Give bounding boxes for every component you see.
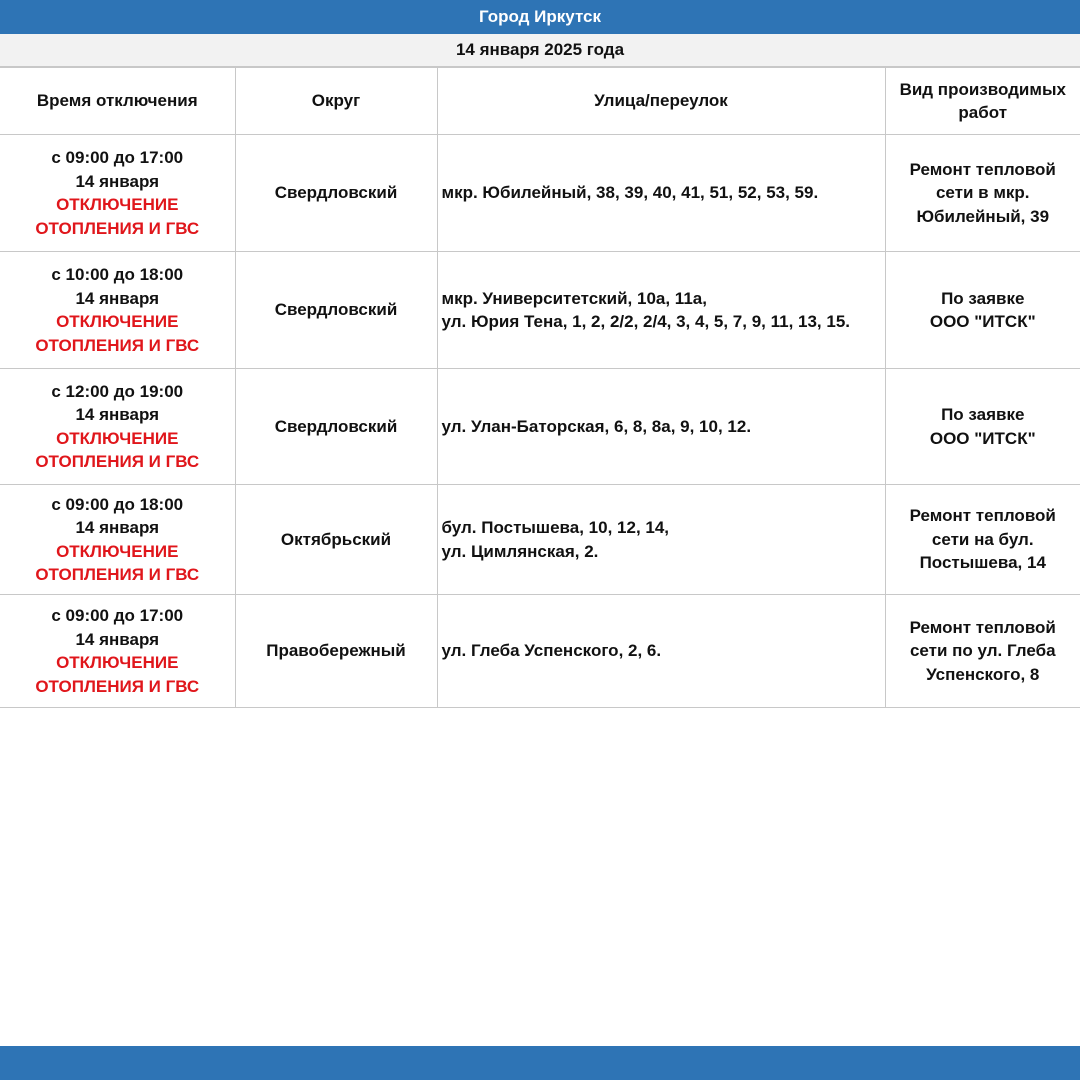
work-line2: сети на бул. [931, 529, 1034, 549]
table-row [0, 135, 1080, 252]
work-line1: По заявке [941, 288, 1025, 308]
work-line1: По заявке [941, 405, 1025, 424]
column-header-work-line2: работ [958, 103, 1008, 122]
column-header-work-line1: Вид производимых [899, 79, 1066, 99]
street-line2: ул. Цимлянская, 2. [441, 541, 599, 561]
street-cell [437, 595, 885, 708]
outage-alert-line2: ОТОПЛЕНИЯ И ГВС [35, 452, 200, 471]
district-cell: Свердловский [235, 369, 437, 485]
street-cell [437, 135, 885, 252]
work-cell [885, 252, 1080, 369]
column-header-time: Время отключения [0, 68, 235, 135]
column-header-district: Округ [235, 68, 437, 135]
outage-alert-line2: ОТОПЛЕНИЯ И ГВС [35, 218, 200, 238]
street-cell [437, 369, 885, 485]
work-line1: Ремонт тепловой [909, 159, 1056, 179]
outage-date: 14 января [75, 405, 160, 424]
street-cell [437, 485, 885, 595]
district-cell: Свердловский [235, 252, 437, 369]
work-line2: ООО "ИТСК" [929, 428, 1036, 448]
table-row [0, 369, 1080, 485]
city-title-text: Город Иркутск [478, 7, 602, 26]
district-cell: Октябрьский [235, 485, 437, 595]
column-header-work [885, 68, 1080, 135]
table-row [0, 485, 1080, 595]
district-cell: Свердловский [235, 135, 437, 252]
work-line2: сети по ул. Глеба [909, 641, 1056, 661]
work-cell [885, 485, 1080, 595]
work-line3: Юбилейный, 39 [916, 206, 1050, 226]
time-cell [0, 252, 235, 369]
outage-alert-line2: ОТОПЛЕНИЯ И ГВС [35, 676, 200, 696]
time-cell [0, 135, 235, 252]
work-line2: ООО "ИТСК" [929, 312, 1036, 331]
time-cell [0, 595, 235, 708]
work-line1: Ремонт тепловой [909, 617, 1056, 637]
outage-alert-line1: ОТКЛЮЧЕНИЕ [56, 541, 179, 561]
outage-alert-line1: ОТКЛЮЧЕНИЕ [56, 312, 179, 331]
table-row [0, 252, 1080, 369]
outage-alert-line1: ОТКЛЮЧЕНИЕ [56, 195, 179, 214]
time-range: с 09:00 до 17:00 [51, 606, 184, 625]
outage-alert-line2: ОТОПЛЕНИЯ И ГВС [35, 565, 200, 584]
schedule-date [0, 34, 1080, 67]
outage-table [0, 67, 1080, 708]
work-cell [885, 595, 1080, 708]
time-range: с 10:00 до 18:00 [51, 265, 184, 284]
time-cell [0, 485, 235, 595]
outage-date: 14 января [75, 171, 160, 191]
street-line1: ул. Улан-Баторская, 6, 8, 8а, 9, 10, 12. [441, 416, 752, 436]
work-line3: Постышева, 14 [919, 553, 1046, 573]
outage-date: 14 января [75, 629, 160, 649]
street-line1: бул. Постышева, 10, 12, 14, [441, 518, 670, 537]
time-range: с 12:00 до 19:00 [51, 381, 184, 401]
work-line1: Ремонт тепловой [909, 506, 1056, 526]
street-cell [437, 252, 885, 369]
outage-alert-line1: ОТКЛЮЧЕНИЕ [56, 653, 179, 672]
column-header-street: Улица/переулок [437, 68, 885, 135]
outage-date: 14 января [75, 288, 160, 308]
outage-alert-line2: ОТОПЛЕНИЯ И ГВС [35, 335, 200, 355]
time-cell [0, 369, 235, 485]
work-line2: сети в мкр. [935, 183, 1030, 203]
footer-bar [0, 1046, 1080, 1080]
street-line1: мкр. Университетский, 10а, 11а, [441, 288, 707, 308]
work-cell [885, 135, 1080, 252]
street-line1: мкр. Юбилейный, 38, 39, 40, 41, 51, 52, 53, 59. [441, 183, 819, 203]
table-row [0, 595, 1080, 708]
schedule-date-text: 14 января 2025 года [455, 40, 625, 59]
street-line1: ул. Глеба Успенского, 2, 6. [441, 641, 662, 661]
table-header-row [0, 68, 1080, 135]
street-line2: ул. Юрия Тена, 1, 2, 2/2, 2/4, 3, 4, 5, 7, 9, 11, 13, 15. [441, 312, 851, 331]
outage-date: 14 января [75, 518, 160, 537]
city-title [0, 0, 1080, 34]
work-cell [885, 369, 1080, 485]
time-range: с 09:00 до 18:00 [51, 494, 184, 514]
work-line3: Успенского, 8 [926, 664, 1040, 684]
outage-alert-line1: ОТКЛЮЧЕНИЕ [56, 428, 179, 448]
district-cell: Правобережный [235, 595, 437, 708]
time-range: с 09:00 до 17:00 [51, 148, 184, 167]
